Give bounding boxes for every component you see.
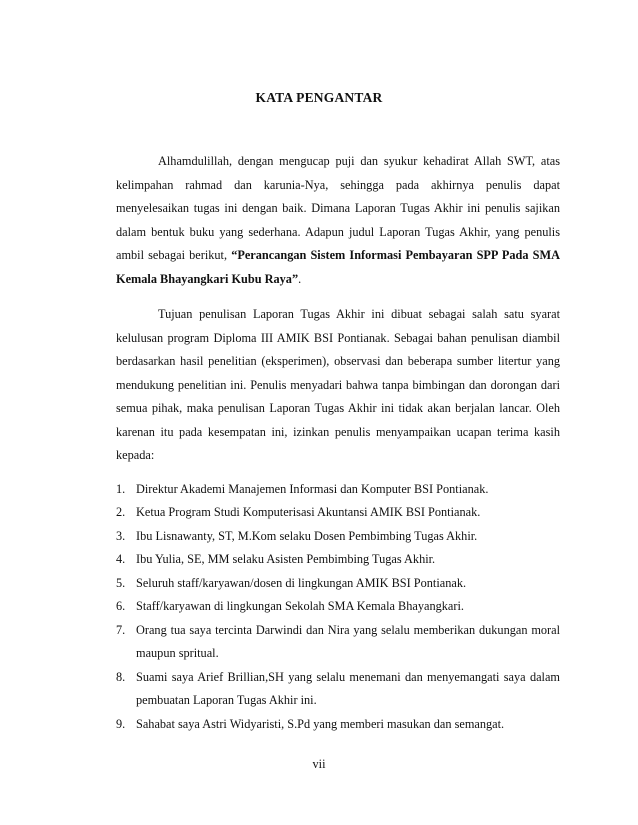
list-item-number: 8. [116, 669, 126, 684]
list-item-text: Sahabat saya Astri Widyaristi, S.Pd yang memberi masukan dan semangat. [136, 716, 505, 731]
list-item [116, 666, 560, 713]
list-item-text: Ketua Program Studi Komputerisasi Akuntansi AMIK BSI Pontianak. [136, 505, 481, 519]
list-item-text: Suami saya Arief Brillian,SH yang selalu menemani dan menyemangati saya dalam pembuatan Laporan Tugas Akhir ini. [136, 669, 560, 707]
list-item [116, 548, 560, 572]
page-number: vii [312, 757, 326, 771]
list-item-text: Orang tua saya tercinta Darwindi dan Nira yang selalu memberikan dukungan moral maupun spritual. [136, 622, 560, 660]
thesis-title: “Perancangan Sistem Informasi Pembayaran SPP Pada SMA Kemala Bhayangkari Kubu Raya” [116, 248, 560, 286]
list-item-number: 4. [116, 552, 126, 566]
acknowledgement-list [116, 478, 560, 737]
list-item-number: 6. [116, 599, 126, 613]
list-item-text: Staff/karyawan di lingkungan Sekolah SMA Kemala Bhayangkari. [136, 599, 464, 613]
list-item-number: 7. [116, 622, 126, 637]
list-item [116, 572, 560, 596]
list-item [116, 619, 560, 666]
list-item-number: 9. [116, 716, 126, 731]
list-item [116, 595, 560, 619]
list-item-number: 2. [116, 505, 126, 519]
paragraph-intro-text: Alhamdulillah, dengan mengucap puji dan syukur kehadirat Allah SWT, atas kelimpahan rahmad dan karunia-Nya, sehingga pada akhirnya penulis dapat menyelesaikan tugas ini dengan baik. Dimana Laporan Tugas Akhir ini penulis sajikan dalam bentuk buku yang sederhana. Adapun judul Laporan Tugas Akhir, yang penulis ambil sebagai berikut, [116, 154, 560, 262]
list-item [116, 525, 560, 549]
list-item-number: 5. [116, 575, 126, 590]
list-item-number: 1. [116, 481, 126, 496]
list-item [116, 478, 560, 502]
list-item [116, 501, 560, 525]
list-item-text: Ibu Yulia, SE, MM selaku Asisten Pembimbing Tugas Akhir. [136, 552, 436, 566]
document-body [116, 150, 560, 736]
list-item [116, 713, 560, 737]
paragraph-purpose: Tujuan penulisan Laporan Tugas Akhir ini dibuat sebagai salah satu syarat kelulusan program Diploma III AMIK BSI Pontianak. Sebagai bahan penulisan diambil berdasarkan hasil penelitian (eksperimen), observasi dan beberapa sumber litertur yang mendukung penelitian ini. Penulis menyadari bahwa tanpa bimbingan dan dorongan dari semua pihak, maka penulisan Laporan Tugas Akhir ini tidak akan berjalan lancar. Oleh karenan itu pada kesempatan ini, izinkan penulis menyampaikan ucapan terima kasih kepada: [116, 307, 560, 462]
page-title: KATA PENGANTAR [255, 90, 383, 105]
list-item-number: 3. [116, 528, 126, 543]
list-item-text: Seluruh staff/karyawan/dosen di lingkungan AMIK BSI Pontianak. [136, 575, 467, 590]
paragraph-intro [116, 150, 560, 291]
list-item-text: Direktur Akademi Manajemen Informasi dan Komputer BSI Pontianak. [136, 481, 489, 496]
paragraph-intro-end: . [298, 271, 302, 286]
list-item-text: Ibu Lisnawanty, ST, M.Kom selaku Dosen Pembimbing Tugas Akhir. [136, 528, 478, 543]
